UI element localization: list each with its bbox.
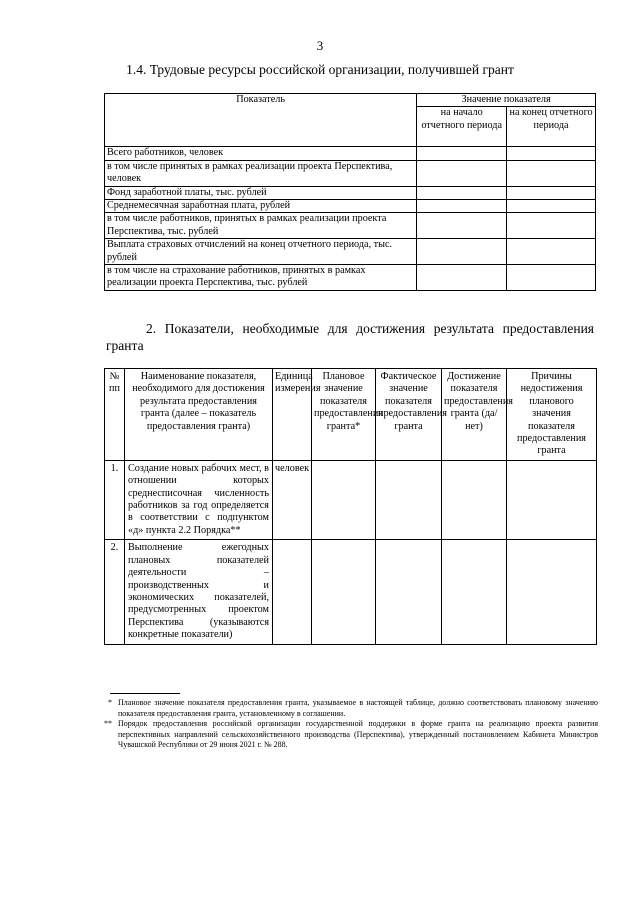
footnote-text: Плановое значение показателя предоставления гранта, указываемое в настоящей таблице, должно соответствовать плановому значению показателя предоставления гранта, установленному в соглашении. xyxy=(118,698,598,718)
table-row xyxy=(105,213,596,239)
footnote xyxy=(110,698,598,719)
footnote-separator xyxy=(110,693,180,694)
section-title-grant-indicators xyxy=(106,320,594,354)
row-label: Фонд заработной платы, тыс. рублей xyxy=(105,186,417,199)
header-achievement: Достижение показателя предоставления гранта (да/нет) xyxy=(442,369,507,461)
table-row xyxy=(105,147,596,160)
row-label: Всего работников, человек xyxy=(105,147,417,160)
indicator-name: Создание новых рабочих мест, в отношении которых среднесписочная численность работников за год определяется в соответствии с подпунктом «д» пункта 2.2 Порядка** xyxy=(125,460,273,539)
achievement-cell[interactable] xyxy=(442,460,507,539)
footnote-text: Порядок предоставления российской организации государственной поддержки в форме гранта на реализацию проекта развития перспективных направлений сельскохозяйственного производства (Перспектива), утвержденный постановлением Кабинета Министров Чувашской Республики от 29 июня 2021 г. № 288. xyxy=(118,719,598,749)
actual-value-cell[interactable] xyxy=(376,540,442,644)
row-label: Выплата страховых отчислений на конец отчетного периода, тыс. рублей xyxy=(105,239,417,265)
table-row xyxy=(105,265,596,291)
row-label: в том числе принятых в рамках реализации проекта Перспектива, человек xyxy=(105,160,417,186)
indicator-unit: человек xyxy=(273,460,312,539)
table-row xyxy=(105,200,596,213)
indicator-name: Выполнение ежегодных плановых показателей деятельности – производственных и экономических показателей, предусмотренных проектом Перспектива (указываются конкретные показатели) xyxy=(125,540,273,644)
section-title-line-1: 2. Показатели, необходимые для достижения результата предоставления xyxy=(146,321,594,336)
footnote-mark: ** xyxy=(104,719,112,728)
value-cell-end[interactable] xyxy=(507,147,596,160)
header-planned-value: Плановое значение показателя предоставления гранта* xyxy=(312,369,376,461)
page-number: 3 xyxy=(316,38,324,53)
value-cell-end[interactable] xyxy=(507,265,596,291)
value-cell-end[interactable] xyxy=(507,239,596,265)
value-cell-start[interactable] xyxy=(417,239,507,265)
header-reasons: Причины недостижения планового значения показателя предоставления гранта xyxy=(507,369,597,461)
achievement-cell[interactable] xyxy=(442,540,507,644)
value-cell-start[interactable] xyxy=(417,213,507,239)
header-indicator-name: Наименование показателя, необходимого для достижения результата предоставления гранта (далее – показатель предоставления гранта) xyxy=(125,369,273,461)
row-number: 1. xyxy=(105,460,125,539)
header-number: № пп xyxy=(105,369,125,461)
value-cell-start[interactable] xyxy=(417,200,507,213)
header-actual-value: Фактическое значение показателя предоставления гранта xyxy=(376,369,442,461)
row-number: 2. xyxy=(105,540,125,644)
reasons-cell[interactable] xyxy=(507,540,597,644)
indicator-unit xyxy=(273,540,312,644)
value-cell-start[interactable] xyxy=(417,147,507,160)
value-cell-start[interactable] xyxy=(417,160,507,186)
grant-indicators-table xyxy=(104,368,597,645)
row-label: Среднемесячная заработная плата, рублей xyxy=(105,200,417,213)
row-label: в том числе на страхование работников, принятых в рамках реализации проекта Перспектива, тыс. рублей xyxy=(105,265,417,291)
section-title-labor-resources: 1.4. Трудовые ресурсы российской организации, получившей грант xyxy=(126,62,514,77)
table-row xyxy=(105,160,596,186)
value-cell-end[interactable] xyxy=(507,160,596,186)
table-row xyxy=(105,460,597,539)
value-cell-start[interactable] xyxy=(417,186,507,199)
header-end-period: на конец отчетного периода xyxy=(507,107,596,147)
section-title-line-2: гранта xyxy=(106,338,144,353)
table-row xyxy=(105,540,597,644)
table-row xyxy=(105,239,596,265)
planned-value-cell[interactable] xyxy=(312,460,376,539)
value-cell-end[interactable] xyxy=(507,200,596,213)
value-cell-start[interactable] xyxy=(417,265,507,291)
reasons-cell[interactable] xyxy=(507,460,597,539)
row-label: в том числе работников, принятых в рамках реализации проекта Перспектива, тыс. рублей xyxy=(105,213,417,239)
footnotes xyxy=(104,698,598,751)
header-unit: Единица измерения xyxy=(273,369,312,461)
header-start-period: на начало отчетного периода xyxy=(417,107,507,147)
footnote-mark: * xyxy=(108,698,112,707)
labor-resources-table xyxy=(104,93,596,291)
value-cell-end[interactable] xyxy=(507,186,596,199)
table-row xyxy=(105,186,596,199)
header-value-group: Значение показателя xyxy=(417,94,596,107)
header-indicator: Показатель xyxy=(105,94,417,147)
actual-value-cell[interactable] xyxy=(376,460,442,539)
planned-value-cell[interactable] xyxy=(312,540,376,644)
value-cell-end[interactable] xyxy=(507,213,596,239)
footnote xyxy=(104,719,598,751)
